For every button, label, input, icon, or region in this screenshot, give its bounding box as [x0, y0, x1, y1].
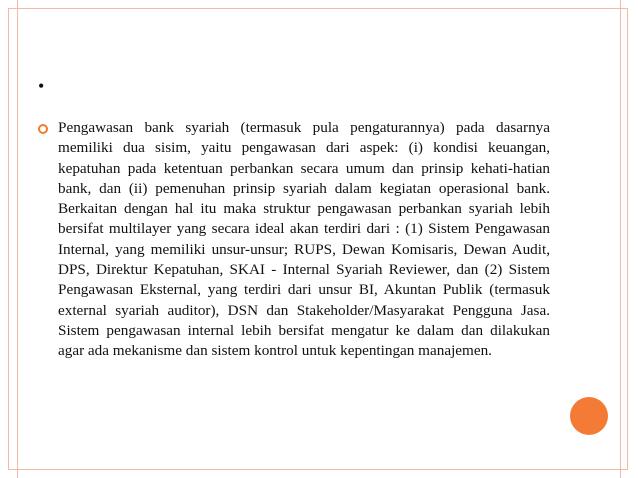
right-edge-line — [620, 0, 621, 478]
bullet-item — [38, 118, 550, 362]
orange-circle-decoration — [570, 397, 608, 435]
empty-bullet: • — [38, 76, 45, 96]
slide-content — [38, 118, 550, 362]
left-edge-line — [17, 0, 18, 478]
ring-bullet-icon — [38, 124, 48, 134]
paragraph-text: Pengawasan bank syariah (termasuk pula pengaturannya) pada dasarnya memiliki dua sisim, yaitu pengawasan dari aspek: (i) kondisi keuangan, kepatuhan pada ketentuan perbankan secara umum dan prinsip kehati-hatian bank, dan (ii) pemenuhan prinsip syariah dalam kegiatan operasional bank. Berkaitan dengan hal itu maka struktur pengawasan perbankan syariah lebih bersifat multilayer yang secara ideal akan terdiri dari : (1) Sistem Pengawasan Internal, yang memiliki unsur-unsur; RUPS, Dewan Komisaris, Dewan Audit, DPS, Direktur Kepatuhan, SKAI - Internal Syariah Reviewer, dan (2) Sistem Pengawasan Eksternal, yang terdiri dari unsur BI, Akuntan Publik (termasuk external syariah auditor), DSN dan Stakeholder/Masyarakat Pengguna Jasa. Sistem pengawasan internal lebih bersifat mengatur ke dalam dan dilakukan agar ada mekanisme dan sistem kontrol untuk kepentingan manajemen. — [58, 119, 550, 360]
